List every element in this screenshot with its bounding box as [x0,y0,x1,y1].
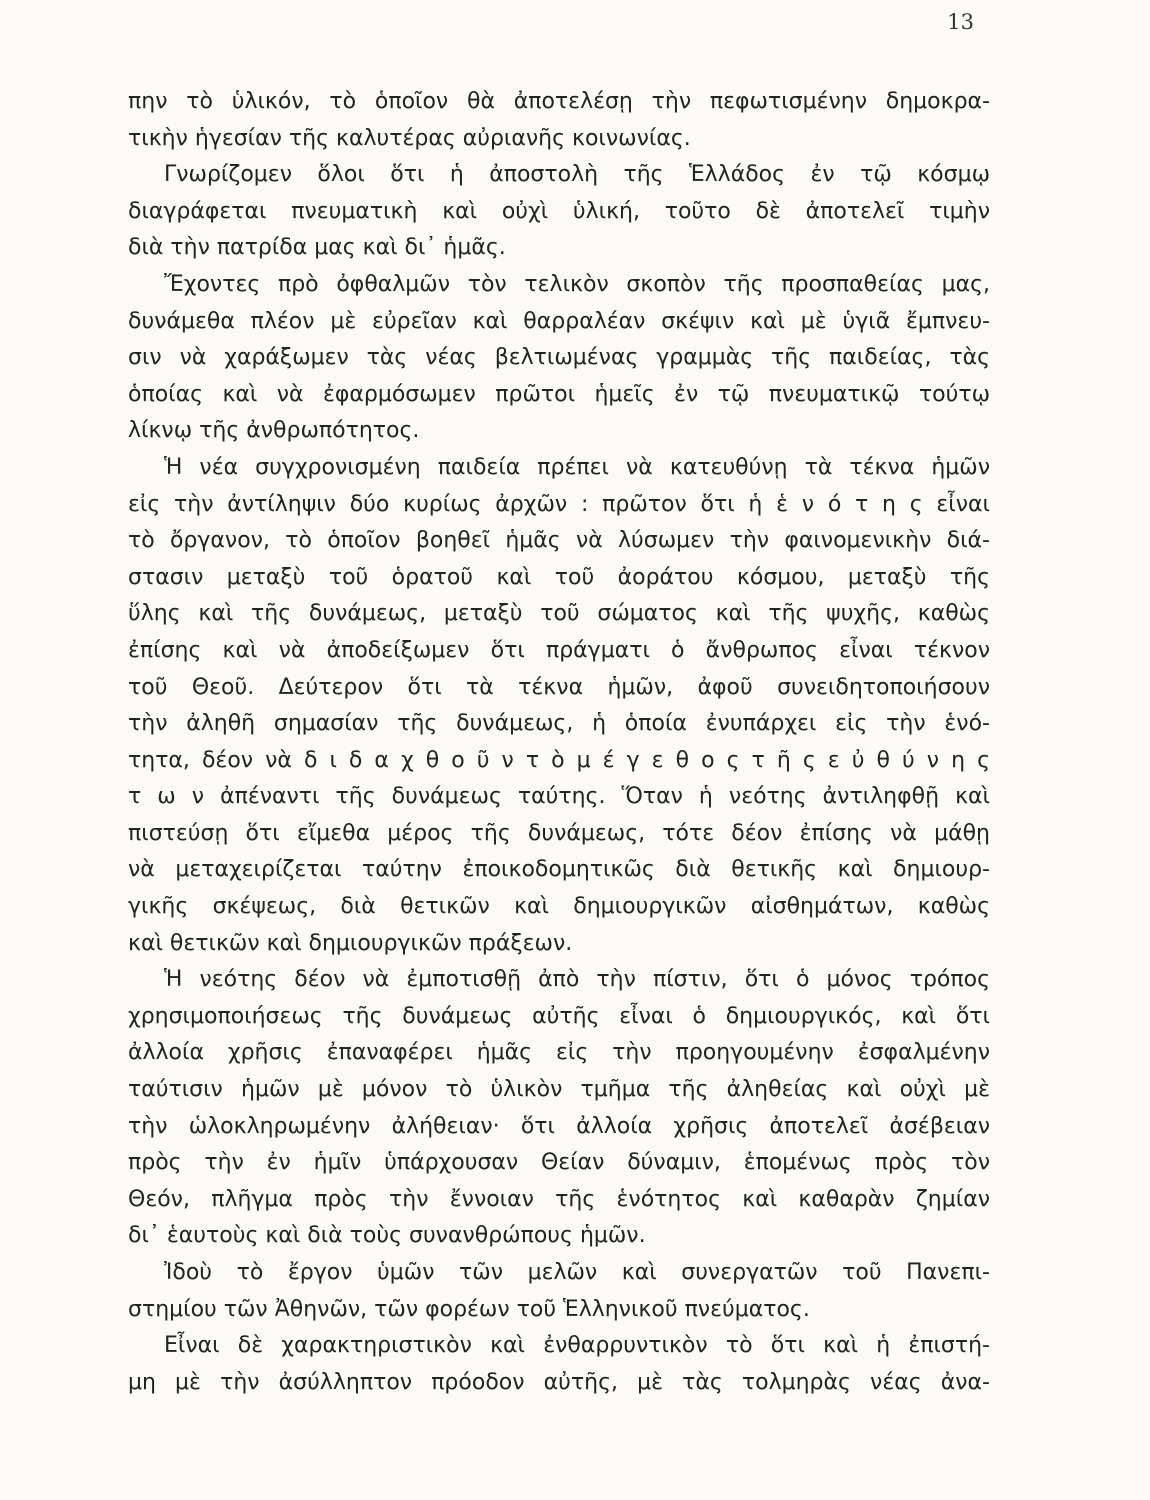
text-line: διὰ τὴν πατρίδα μας καὶ δι᾿ ἡμᾶς. [128,235,506,261]
text-line: Εἶναι δὲ χαρακτηριστικὸν καὶ ἐνθαρρυντικὸν τὸ ὅτι καὶ ἡ ἐπιστή- [164,1333,990,1359]
text-line: τ ω ν ἀπέναντι τῆς δυνάμεως ταύτης. Ὅταν ἡ νεότης ἀντιληφθῇ καὶ [128,784,990,810]
text-line: στασιν μεταξὺ τοῦ ὁρατοῦ καὶ τοῦ ἀοράτου κόσμου, μεταξὺ τῆς [128,564,990,590]
text-line: τὴν ἀληθῆ σημασίαν τῆς δυνάμεως, ἡ ὁποία ἐνυπάρχει εἰς τὴν ἑνό- [128,711,990,737]
text-line: μη μὲ τὴν ἀσύλληπτον πρόοδον αὐτῆς, μὲ τὰς τολμηρὰς νέας ἀνα- [128,1369,990,1395]
text-line: πρὸς τὴν ἐν ἡμῖν ὑπάρχουσαν Θείαν δύναμιν, ἑπομένως πρὸς τὸν [128,1150,990,1176]
text-line: τητα, δέον νὰ δ ι δ α χ θ ο ῦ ν τ ὸ μ έ γ ε θ ο ς τ ῆ ς ε ὐ θ ύ ν η ς [128,747,990,773]
text-line: γικῆς σκέψεως, διὰ θετικῶν καὶ δημιουργικῶν αἰσθημάτων, καθὼς [128,894,990,920]
text-line: ὕλης καὶ τῆς δυνάμεως, μεταξὺ τοῦ σώματος καὶ τῆς ψυχῆς, καθὼς [128,601,990,627]
text-line: πιστεύσῃ ὅτι εἴμεθα μέρος τῆς δυνάμεως, τότε δέον ἐπίσης νὰ μάθῃ [128,820,990,846]
text-line: ὁποίας καὶ νὰ ἐφαρμόσωμεν πρῶτοι ἡμεῖς ἐν τῷ πνευματικῷ τούτῳ [128,381,990,407]
text-line: Ἡ νεότης δέον νὰ ἐμποτισθῇ ἀπὸ τὴν πίστιν, ὅτι ὁ μόνος τρόπος [164,967,990,993]
text-line: δυνάμεθα πλέον μὲ εὐρεῖαν καὶ θαρραλέαν σκέψιν καὶ μὲ ὑγιᾶ ἔμπνευ- [128,308,990,334]
page-number: 13 [947,10,974,34]
text-line: χρησιμοποιήσεως τῆς δυνάμεως αὐτῆς εἶναι ὁ δημιουργικός, καὶ ὅτι [128,1003,990,1029]
text-line: ἐπίσης καὶ νὰ ἀποδείξωμεν ὅτι πράγματι ὁ ἄνθρωπος εἶναι τέκνον [128,637,990,663]
text-line: τὴν ὡλοκληρωμένην ἀλήθειαν· ὅτι ἀλλοία χρῆσις ἀποτελεῖ ἀσέβειαν [128,1113,990,1139]
text-line: δι᾿ ἑαυτοὺς καὶ διὰ τοὺς συνανθρώπους ἡμῶν. [128,1223,646,1249]
text-line: καὶ θετικῶν καὶ δημιουργικῶν πράξεων. [128,930,573,956]
text-line: Ἔχοντες πρὸ ὀφθαλμῶν τὸν τελικὸν σκοπὸν τῆς προσπαθείας μας, [164,271,990,297]
text-line: ταύτισιν ἡμῶν μὲ μόνον τὸ ὑλικὸν τμῆμα τῆς ἀληθείας καὶ οὐχὶ μὲ [128,1077,990,1103]
text-line: λίκνῳ τῆς ἀνθρωπότητος. [128,418,420,444]
text-line: ἀλλοία χρῆσις ἐπαναφέρει ἡμᾶς εἰς τὴν προηγουμένην ἐσφαλμένην [128,1040,990,1066]
text-line: Γνωρίζομεν ὅλοι ὅτι ἡ ἀποστολὴ τῆς Ἑλλάδος ἐν τῷ κόσμῳ [164,162,990,188]
text-line: διαγράφεται πνευματικὴ καὶ οὐχὶ ὑλική, τοῦτο δὲ ἀποτελεῖ τιμὴν [128,198,990,224]
text-line: νὰ μεταχειρίζεται ταύτην ἐποικοδομητικῶς διὰ θετικῆς καὶ δημιουρ- [128,857,990,883]
text-line: πην τὸ ὑλικόν, τὸ ὁποῖον θὰ ἀποτελέσῃ τὴν πεφωτισμένην δημοκρα- [128,89,990,114]
text-line: τοῦ Θεοῦ. Δεύτερον ὅτι τὰ τέκνα ἡμῶν, ἀφοῦ συνειδητοποιήσουν [128,674,990,700]
text-line: Ἡ νέα συγχρονισμένη παιδεία πρέπει νὰ κατευθύνῃ τὰ τέκνα ἡμῶν [164,454,990,480]
text-line: Ἰδοὺ τὸ ἔργον ὑμῶν τῶν μελῶν καὶ συνεργατῶν τοῦ Πανεπι- [164,1260,990,1285]
text-line: σιν νὰ χαράξωμεν τὰς νέας βελτιωμένας γραμμὰς τῆς παιδείας, τὰς [128,345,990,371]
text-line: Θεόν, πλῆγμα πρὸς τὴν ἔννοιαν τῆς ἑνότητος καὶ καθαρὰν ζημίαν [128,1186,990,1212]
text-line: τὸ ὄργανον, τὸ ὁποῖον βοηθεῖ ἡμᾶς νὰ λύσωμεν τὴν φαινομενικὴν διά- [128,528,990,554]
text-line: εἰς τὴν ἀντίληψιν δύο κυρίως ἀρχῶν : πρῶτον ὅτι ἡ ἑ ν ό τ η ς εἶναι [128,491,990,517]
body-text [128,84,990,1401]
text-line: τικὴν ἡγεσίαν τῆς καλυτέρας αὐριανῆς κοινωνίας. [128,125,691,151]
text-line: στημίου τῶν Ἀθηνῶν, τῶν φορέων τοῦ Ἑλληνικοῦ πνεύματος. [128,1296,810,1322]
